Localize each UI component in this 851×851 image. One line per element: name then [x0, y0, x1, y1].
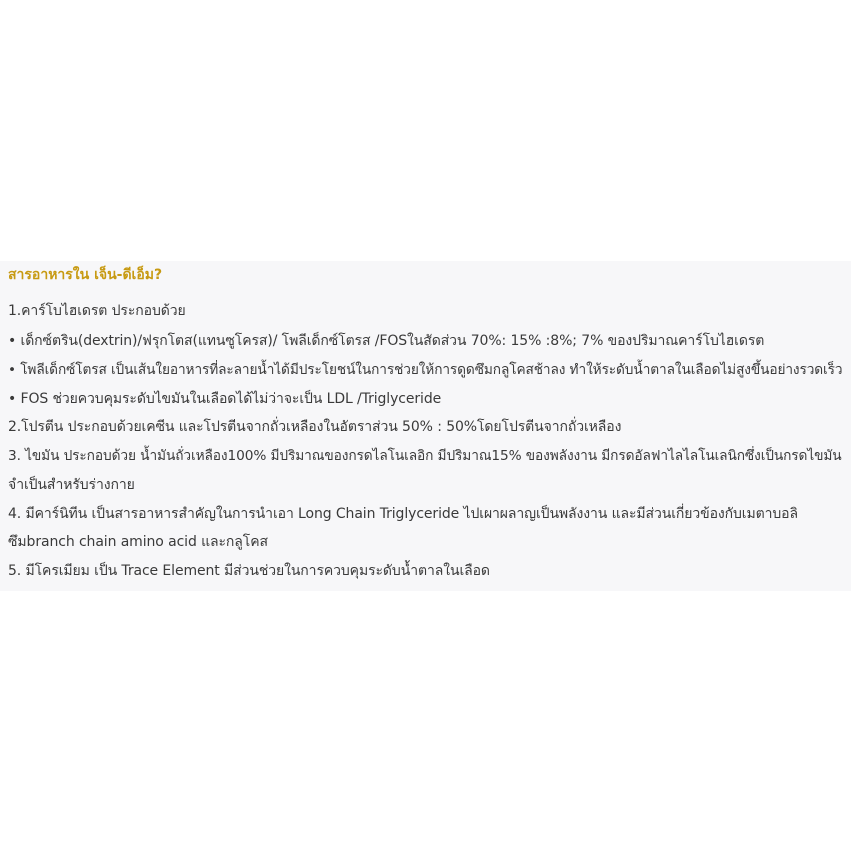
protein-item: 2.โปรตีน ประกอบด้วยเคซีน และโปรตีนจากถั่วเหลืองในอัตราส่วน 50% : 50%โดยโปรตีนจากถั่วเหลือง [8, 419, 622, 435]
section-heading: สารอาหารใน เจ็น-ดีเอ็ม? [8, 267, 163, 283]
carbohydrate-heading: 1.คาร์โบไฮเดรต ประกอบด้วย [8, 303, 186, 319]
nutrient-description-panel [0, 261, 851, 591]
carbohydrate-bullet-1: • เด็กซ์ตริน(dextrin)/ฟรุกโตส(แทนซูโครส)/ โพลีเด็กซ์โตรส /FOSในสัดส่วน 70%: 15% :8%; 7% ของปริมาณคาร์โบไฮเดรต [8, 333, 765, 349]
carbohydrate-bullet-3: • FOS ช่วยควบคุมระดับไขมันในเลือดได้ไม่ว่าจะเป็น LDL /Triglyceride [8, 391, 442, 407]
carnitine-item-line-1: 4. มีคาร์นิทีน เป็นสารอาหารสำคัญในการนำเอา Long Chain Triglyceride ไปเผาผลาญเป็นพลังงาน และมีส่วนเกี่ยวข้องกับเมตาบอลิ [8, 506, 798, 522]
carbohydrate-bullet-2: • โพลีเด็กซ์โตรส เป็นเส้นใยอาหารที่ละลายน้ำได้มีประโยชน์ในการช่วยให้การดูดซึมกลูโคสช้าลง ทำให้ระดับน้ำตาลในเลือดไม่สูงขึ้นอย่างรวดเร็ว [8, 362, 843, 378]
fat-item-line-1: 3. ไขมัน ประกอบด้วย น้ำมันถั่วเหลือง100% มีปริมาณของกรดไลโนเลอิก มีปริมาณ15% ของพลังงาน มีกรดอัลฟาไลไลโนเลนิกซึ่งเป็นกรดไขมัน [8, 448, 842, 464]
carnitine-item-line-2: ซึมbranch chain amino acid และกลูโคส [8, 534, 268, 550]
fat-item-line-2: จำเป็นสำหรับร่างกาย [8, 477, 135, 493]
chromium-item: 5. มีโครเมียม เป็น Trace Element มีส่วนช่วยในการควบคุมระดับน้ำตาลในเลือด [8, 563, 490, 579]
